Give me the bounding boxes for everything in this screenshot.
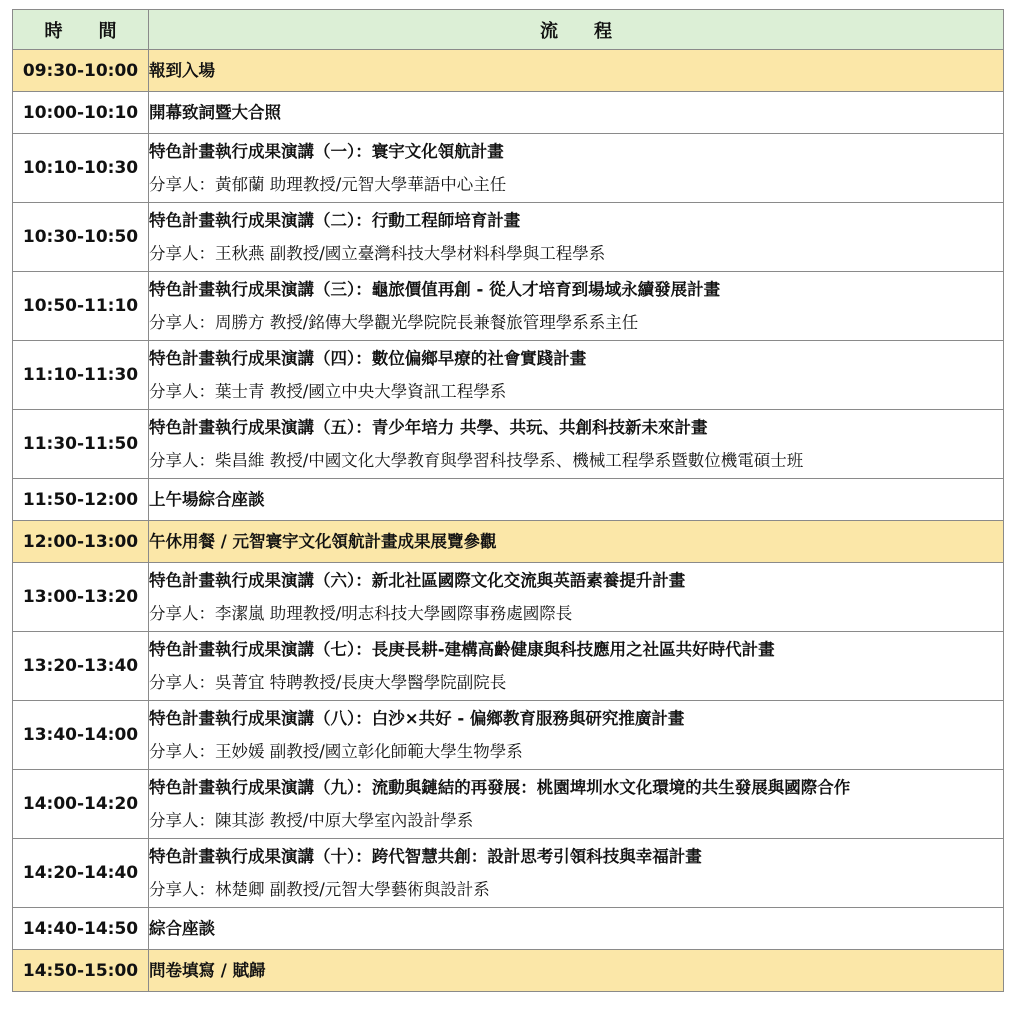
agenda-body xyxy=(13,50,1004,992)
table-row xyxy=(13,341,1004,410)
session-title: 特色計畫執行成果演講（五）：青少年培力 共學、共玩、共創科技新未來計畫 xyxy=(149,417,708,437)
time-cell: 14:40-14:50 xyxy=(13,908,149,950)
flow-cell xyxy=(149,203,1004,272)
flow-cell xyxy=(149,950,1004,992)
speaker-info: 分享人：陳其澎 教授/中原大學室內設計學系 xyxy=(149,810,474,830)
table-row xyxy=(13,272,1004,341)
time-cell: 10:50-11:10 xyxy=(13,272,149,341)
table-row xyxy=(13,203,1004,272)
flow-cell xyxy=(149,839,1004,908)
flow-cell xyxy=(149,272,1004,341)
table-row xyxy=(13,479,1004,521)
table-row xyxy=(13,92,1004,134)
session-title: 特色計畫執行成果演講（六）：新北社區國際文化交流與英語素養提升計畫 xyxy=(149,570,686,590)
flow-column-header: 流 程 xyxy=(149,10,1004,50)
table-row xyxy=(13,770,1004,839)
time-cell: 10:30-10:50 xyxy=(13,203,149,272)
table-row xyxy=(13,563,1004,632)
table-row xyxy=(13,521,1004,563)
time-cell: 14:00-14:20 xyxy=(13,770,149,839)
time-column-header: 時 間 xyxy=(13,10,149,50)
flow-cell xyxy=(149,50,1004,92)
table-row xyxy=(13,908,1004,950)
speaker-info: 分享人：葉士青 教授/國立中央大學資訊工程學系 xyxy=(149,381,507,401)
time-cell: 13:20-13:40 xyxy=(13,632,149,701)
flow-cell xyxy=(149,770,1004,839)
session-title: 報到入場 xyxy=(149,60,215,80)
table-row xyxy=(13,410,1004,479)
speaker-info: 分享人：吳菁宜 特聘教授/長庚大學醫學院副院長 xyxy=(149,672,507,692)
session-title: 午休用餐 / 元智寰宇文化領航計畫成果展覽參觀 xyxy=(149,531,497,551)
session-title: 特色計畫執行成果演講（七）：長庚長耕-建構高齡健康與科技應用之社區共好時代計畫 xyxy=(149,639,775,659)
table-row xyxy=(13,950,1004,992)
time-cell: 13:40-14:00 xyxy=(13,701,149,770)
flow-cell xyxy=(149,908,1004,950)
flow-cell xyxy=(149,563,1004,632)
session-title: 問卷填寫 / 賦歸 xyxy=(149,960,266,980)
session-title: 特色計畫執行成果演講（十）：跨代智慧共創：設計思考引領科技與幸福計畫 xyxy=(149,846,702,866)
time-cell: 14:50-15:00 xyxy=(13,950,149,992)
session-title: 上午場綜合座談 xyxy=(149,489,265,509)
speaker-info: 分享人：李潔嵐 助理教授/明志科技大學國際事務處國際長 xyxy=(149,603,573,623)
time-cell: 09:30-10:00 xyxy=(13,50,149,92)
time-cell: 10:10-10:30 xyxy=(13,134,149,203)
flow-cell xyxy=(149,134,1004,203)
flow-cell xyxy=(149,92,1004,134)
time-cell: 14:20-14:40 xyxy=(13,839,149,908)
time-cell: 11:10-11:30 xyxy=(13,341,149,410)
flow-cell xyxy=(149,521,1004,563)
session-title: 特色計畫執行成果演講（四）：數位偏鄉早療的社會實踐計畫 xyxy=(149,348,587,368)
session-title: 開幕致詞暨大合照 xyxy=(149,102,281,122)
session-title: 特色計畫執行成果演講（二）：行動工程師培育計畫 xyxy=(149,210,521,230)
speaker-info: 分享人：王妙媛 副教授/國立彰化師範大學生物學系 xyxy=(149,741,523,761)
flow-cell xyxy=(149,479,1004,521)
flow-cell xyxy=(149,701,1004,770)
session-title: 特色計畫執行成果演講（九）：流動與鏈結的再發展：桃園埤圳水文化環境的共生發展與國際合作 xyxy=(149,777,851,797)
table-row xyxy=(13,701,1004,770)
table-row xyxy=(13,50,1004,92)
time-cell: 10:00-10:10 xyxy=(13,92,149,134)
speaker-info: 分享人：黃郁蘭 助理教授/元智大學華語中心主任 xyxy=(149,174,507,194)
speaker-info: 分享人：柴昌維 教授/中國文化大學教育與學習科技學系、機械工程學系暨數位機電碩士班 xyxy=(149,450,804,470)
time-cell: 11:50-12:00 xyxy=(13,479,149,521)
table-row xyxy=(13,839,1004,908)
time-cell: 11:30-11:50 xyxy=(13,410,149,479)
speaker-info: 分享人：林楚卿 副教授/元智大學藝術與設計系 xyxy=(149,879,490,899)
table-row xyxy=(13,632,1004,701)
flow-cell xyxy=(149,632,1004,701)
session-title: 特色計畫執行成果演講（三）：龜旅價值再創 - 從人才培育到場域永續發展計畫 xyxy=(149,279,721,299)
session-title: 綜合座談 xyxy=(149,918,215,938)
session-title: 特色計畫執行成果演講（八）：白沙×共好 - 偏鄉教育服務與研究推廣計畫 xyxy=(149,708,685,728)
speaker-info: 分享人：王秋燕 副教授/國立臺灣科技大學材料科學與工程學系 xyxy=(149,243,606,263)
header-row xyxy=(13,10,1004,50)
speaker-info: 分享人：周勝方 教授/銘傳大學觀光學院院長兼餐旅管理學系系主任 xyxy=(149,312,639,332)
flow-cell xyxy=(149,341,1004,410)
session-title: 特色計畫執行成果演講（一）：寰宇文化領航計畫 xyxy=(149,141,504,161)
flow-cell xyxy=(149,410,1004,479)
time-cell: 13:00-13:20 xyxy=(13,563,149,632)
agenda-table xyxy=(12,9,1004,992)
table-row xyxy=(13,134,1004,203)
time-cell: 12:00-13:00 xyxy=(13,521,149,563)
